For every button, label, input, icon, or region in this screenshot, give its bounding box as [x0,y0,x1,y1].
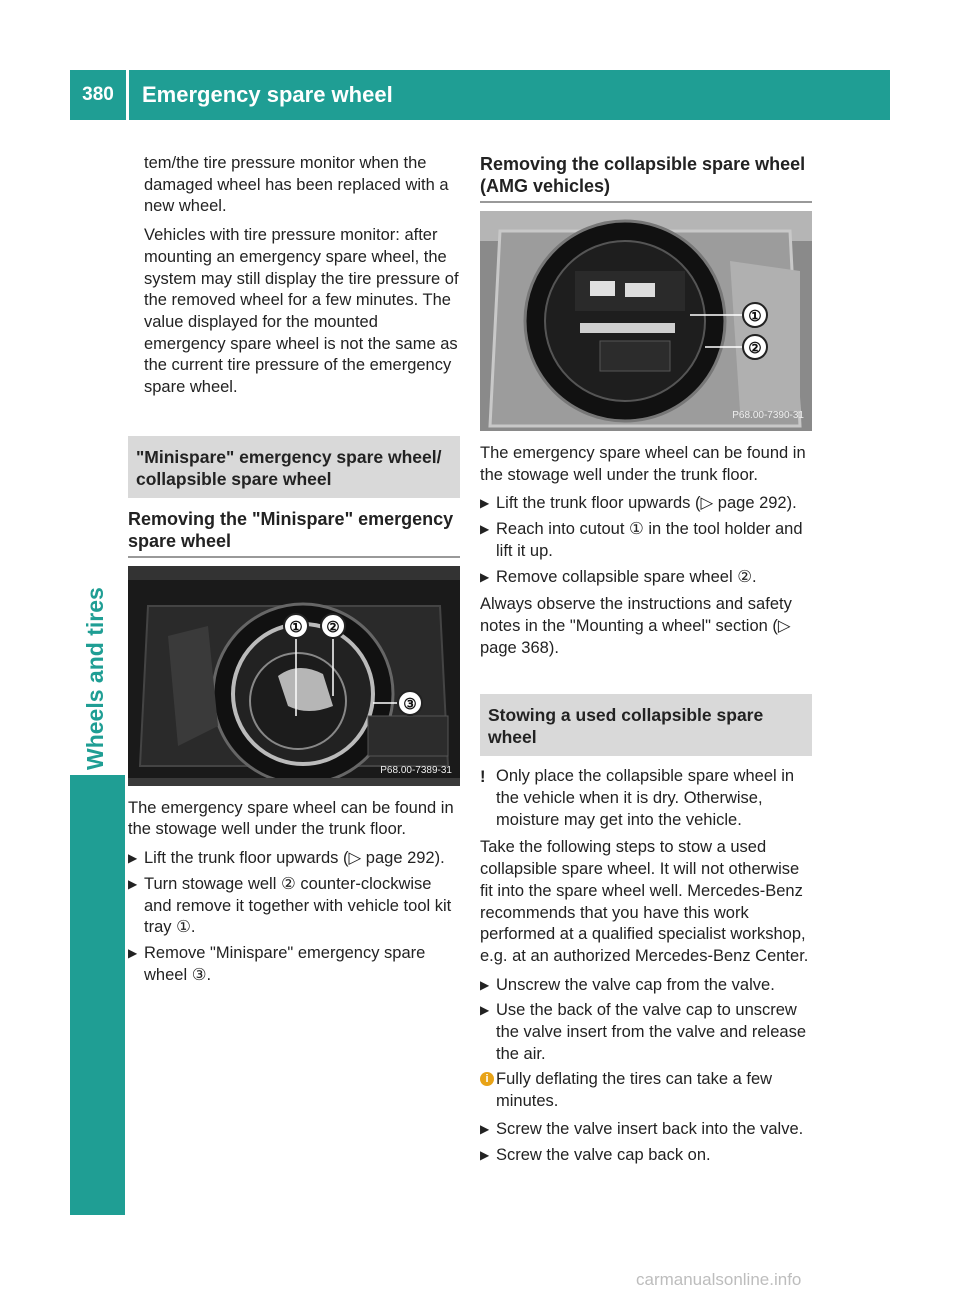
step-item: ▶ Use the back of the valve cap to unscrew the valve insert from the valve and release the air. [480,1001,806,1063]
left-paragraph-2: Vehicles with tire pressure monitor: after mounting an emergency spare wheel, the system may still display the tire pressure of the removed wheel for a few minutes. The value displayed for the mounted emergency spare wheel is not the same as the current tire pressure of the emergency spare wheel. [144,226,459,397]
photo-collapsible-wheel [480,211,812,431]
callout-1: ① [289,618,303,636]
photo-minispare-wheel [128,566,460,786]
step-item: ▶ Remove collapsible spare wheel ②. [480,567,812,589]
callout-2: ② [748,340,762,357]
callout-2: ② [326,618,340,636]
left-intro: The emergency spare wheel can be found in the stowage well under the trunk floor. [128,798,454,839]
step-arrow-icon: ▶ [480,1121,490,1136]
step-arrow-icon: ▶ [128,945,138,960]
stow-paragraph: Take the following steps to stow a used collapsible spare wheel. It will not otherwise fit into the spare wheel well. Mercedes-Benz recommends that you have this work performed at a qualified specialist workshop, e.g. at an authorized Mercedes-Benz Center. [480,838,809,965]
header-separator [126,70,129,120]
step-arrow-icon: ▶ [480,1003,490,1018]
callout-3: ③ [403,695,417,713]
step-item: ▶ Lift the trunk floor upwards (▷ page 292). [480,493,812,515]
photo-code: P68.00-7389-31 [380,765,452,777]
warning-icon: ! [480,768,486,787]
warning-note: ! Only place the collapsible spare wheel in the vehicle when it is dry. Otherwise, moisture may get into the vehicle. [480,767,795,829]
info-note: i Fully deflating the tires can take a few minutes. [480,1069,812,1112]
step-arrow-icon: ▶ [480,496,490,511]
step-item: ▶ Remove "Minispare" emergency spare wheel ③. [128,943,426,984]
info-icon: i [480,1072,494,1086]
left-column [128,153,460,990]
callout-1: ① [748,308,762,325]
section-heading-stowing: Stowing a used collapsible spare wheel [480,694,812,756]
subheading-removing-collapsible: Removing the collapsible spare wheel (AMG vehicles) [480,153,812,203]
step-arrow-icon: ▶ [480,569,490,584]
step-arrow-icon: ▶ [128,876,138,891]
step-item: ▶ Lift the trunk floor upwards (▷ page 292). [128,848,460,870]
step-arrow-icon: ▶ [480,977,490,992]
step-arrow-icon: ▶ [128,851,138,866]
watermark: carmanualsonline.info [636,1270,802,1289]
side-tab-block [70,775,125,1215]
step-item: ▶ Unscrew the valve cap from the valve. [480,975,812,997]
photo-code: P68.00-7390-31 [732,410,804,422]
left-paragraph-1: tem/the tire pressure monitor when the damaged wheel has been replaced with a new wheel. [144,154,449,216]
page-number: 380 [82,84,114,105]
section-heading-minispare: "Minispare" emergency spare wheel/ collapsible spare wheel [128,436,460,498]
observe-note: Always observe the instructions and safety notes in the "Mounting a wheel" section (▷ page 368). [480,595,792,657]
page-title: Emergency spare wheel [142,82,393,107]
step-item: ▶ Screw the valve cap back on. [480,1145,812,1167]
step-item: ▶ Turn stowage well ② counter-clockwise and remove it together with vehicle tool kit tray ①. [128,874,452,937]
step-item: ▶ Reach into cutout ① in the tool holder and lift it up. [480,520,803,560]
step-arrow-icon: ▶ [480,1147,490,1162]
step-arrow-icon: ▶ [480,522,490,537]
side-tab-label: Wheels and tires [82,587,108,770]
right-column [480,153,812,1170]
right-intro: The emergency spare wheel can be found in the stowage well under the trunk floor. [480,444,806,484]
subheading-removing-minispare: Removing the "Minispare" emergency spare wheel [128,508,460,558]
step-item: ▶ Screw the valve insert back into the valve. [480,1119,812,1141]
